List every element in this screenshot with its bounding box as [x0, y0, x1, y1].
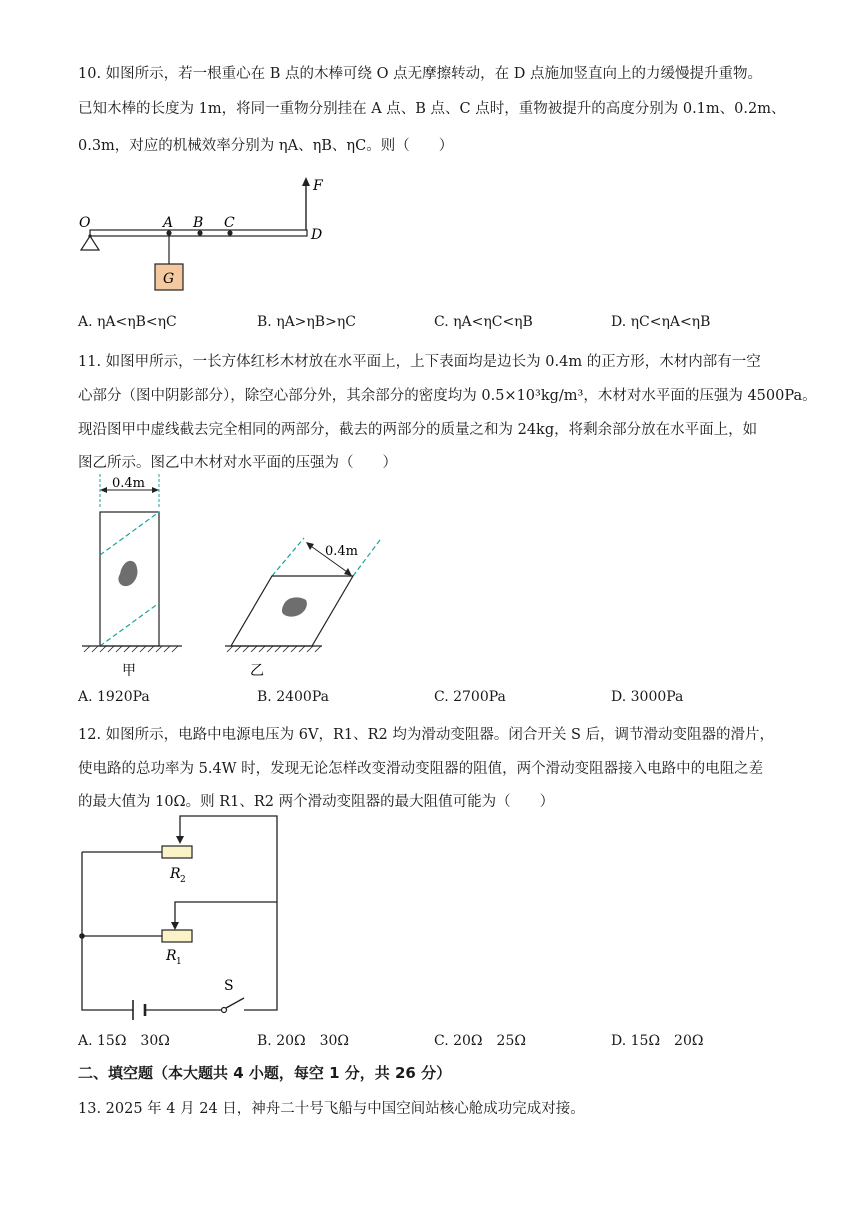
- point-b: [197, 230, 202, 235]
- q10-option-c[interactable]: C. ηA<ηC<ηB: [434, 314, 533, 330]
- label-r2-sub: 2: [180, 875, 186, 885]
- q11-line-2: 心部分（图中阴影部分），除空心部分外，其余部分的密度均为 0.5×10³kg/m³，木材对水平面的压强为 4500Pa。: [78, 388, 817, 404]
- label-g: G: [163, 271, 175, 287]
- caption-yi: 乙: [250, 663, 264, 679]
- label-a: A: [163, 215, 174, 231]
- label-f: F: [313, 178, 323, 194]
- point-c: [227, 230, 232, 235]
- q12-line-3: 的最大值为 10Ω。则 R1、R2 两个滑动变阻器的最大阻值可能为（ ）: [78, 794, 555, 810]
- q12-line-2: 使电路的总功率为 5.4W 时，发现无论怎样改变滑动变阻器的阻值，两个滑动变阻器接入电路中的电阻之差: [78, 761, 764, 777]
- junction-node: [79, 933, 85, 939]
- switch-s: [226, 998, 244, 1008]
- q11-option-c[interactable]: C. 2700Pa: [434, 689, 506, 705]
- q10-line-3: 0.3m，对应的机械效率分别为 ηA、ηB、ηC。则（ ）: [78, 138, 454, 154]
- q11-option-a[interactable]: A. 1920Pa: [78, 689, 150, 705]
- label-d: D: [311, 227, 323, 243]
- circuit-diagram: [78, 812, 288, 1017]
- wood-diagram-jia: [78, 470, 188, 680]
- q10-line-1: 10. 如图所示，若一根重心在 B 点的木棒可绕 O 点无摩擦转动，在 D 点施加竖直向上的力缓慢提升重物。: [78, 66, 762, 82]
- wood-diagram-yi: [220, 530, 390, 680]
- lever-diagram: [75, 172, 335, 297]
- q10-option-d[interactable]: D. ηC<ηA<ηB: [611, 314, 711, 330]
- q12-line-1: 12. 如图所示，电路中电源电压为 6V，R1、R2 均为滑动变阻器。闭合开关 S 后，调节滑动变阻器的滑片，: [78, 727, 775, 743]
- q11-option-b[interactable]: B. 2400Pa: [257, 689, 329, 705]
- label-s: S: [224, 978, 234, 994]
- q12-option-b[interactable]: B. 20Ω 30Ω: [257, 1033, 350, 1049]
- label-o: O: [79, 215, 91, 231]
- width-label-jia: 0.4m: [112, 476, 146, 491]
- rheostat-r2: [162, 846, 192, 858]
- q11-option-d[interactable]: D. 3000Pa: [611, 689, 684, 705]
- q13-line-1: 13. 2025 年 4 月 24 日，神舟二十号飞船与中国空间站核心舱成功完成对接。: [78, 1101, 585, 1117]
- label-r1: R: [166, 948, 177, 964]
- label-b: B: [193, 215, 204, 231]
- pivot-triangle: [81, 236, 99, 250]
- label-r1-sub: 1: [176, 957, 182, 967]
- q12-option-d[interactable]: D. 15Ω 20Ω: [611, 1033, 704, 1049]
- width-label-yi: 0.4m: [325, 544, 359, 559]
- label-c: C: [224, 215, 235, 231]
- q10-option-a[interactable]: A. ηA<ηB<ηC: [78, 314, 177, 330]
- q12-option-c[interactable]: C. 20Ω 25Ω: [434, 1033, 526, 1049]
- q11-line-4: 图乙所示。图乙中木材对水平面的压强为（ ）: [78, 455, 397, 471]
- point-a: [166, 230, 171, 235]
- q11-line-1: 11. 如图甲所示，一长方体红杉木材放在水平面上，上下表面均是边长为 0.4m 的正方形，木材内部有一空: [78, 354, 761, 370]
- caption-jia: 甲: [122, 663, 136, 679]
- q12-option-a[interactable]: A. 15Ω 30Ω: [78, 1033, 170, 1049]
- section-heading-fill-blank: 二、填空题（本大题共 4 小题，每空 1 分，共 26 分）: [78, 1064, 452, 1082]
- q10-line-2: 已知木棒的长度为 1m，将同一重物分别挂在 A 点、B 点、C 点时，重物被提升的高度分别为 0.1m、0.2m、: [78, 101, 786, 117]
- rheostat-r1: [162, 930, 192, 942]
- force-arrow: [302, 177, 310, 186]
- label-r2: R: [170, 866, 181, 882]
- q11-line-3: 现沿图甲中虚线截去完全相同的两部分，截去的两部分的质量之和为 24kg，将剩余部分放在水平面上，如: [78, 422, 758, 438]
- q10-option-b[interactable]: B. ηA>ηB>ηC: [257, 314, 356, 330]
